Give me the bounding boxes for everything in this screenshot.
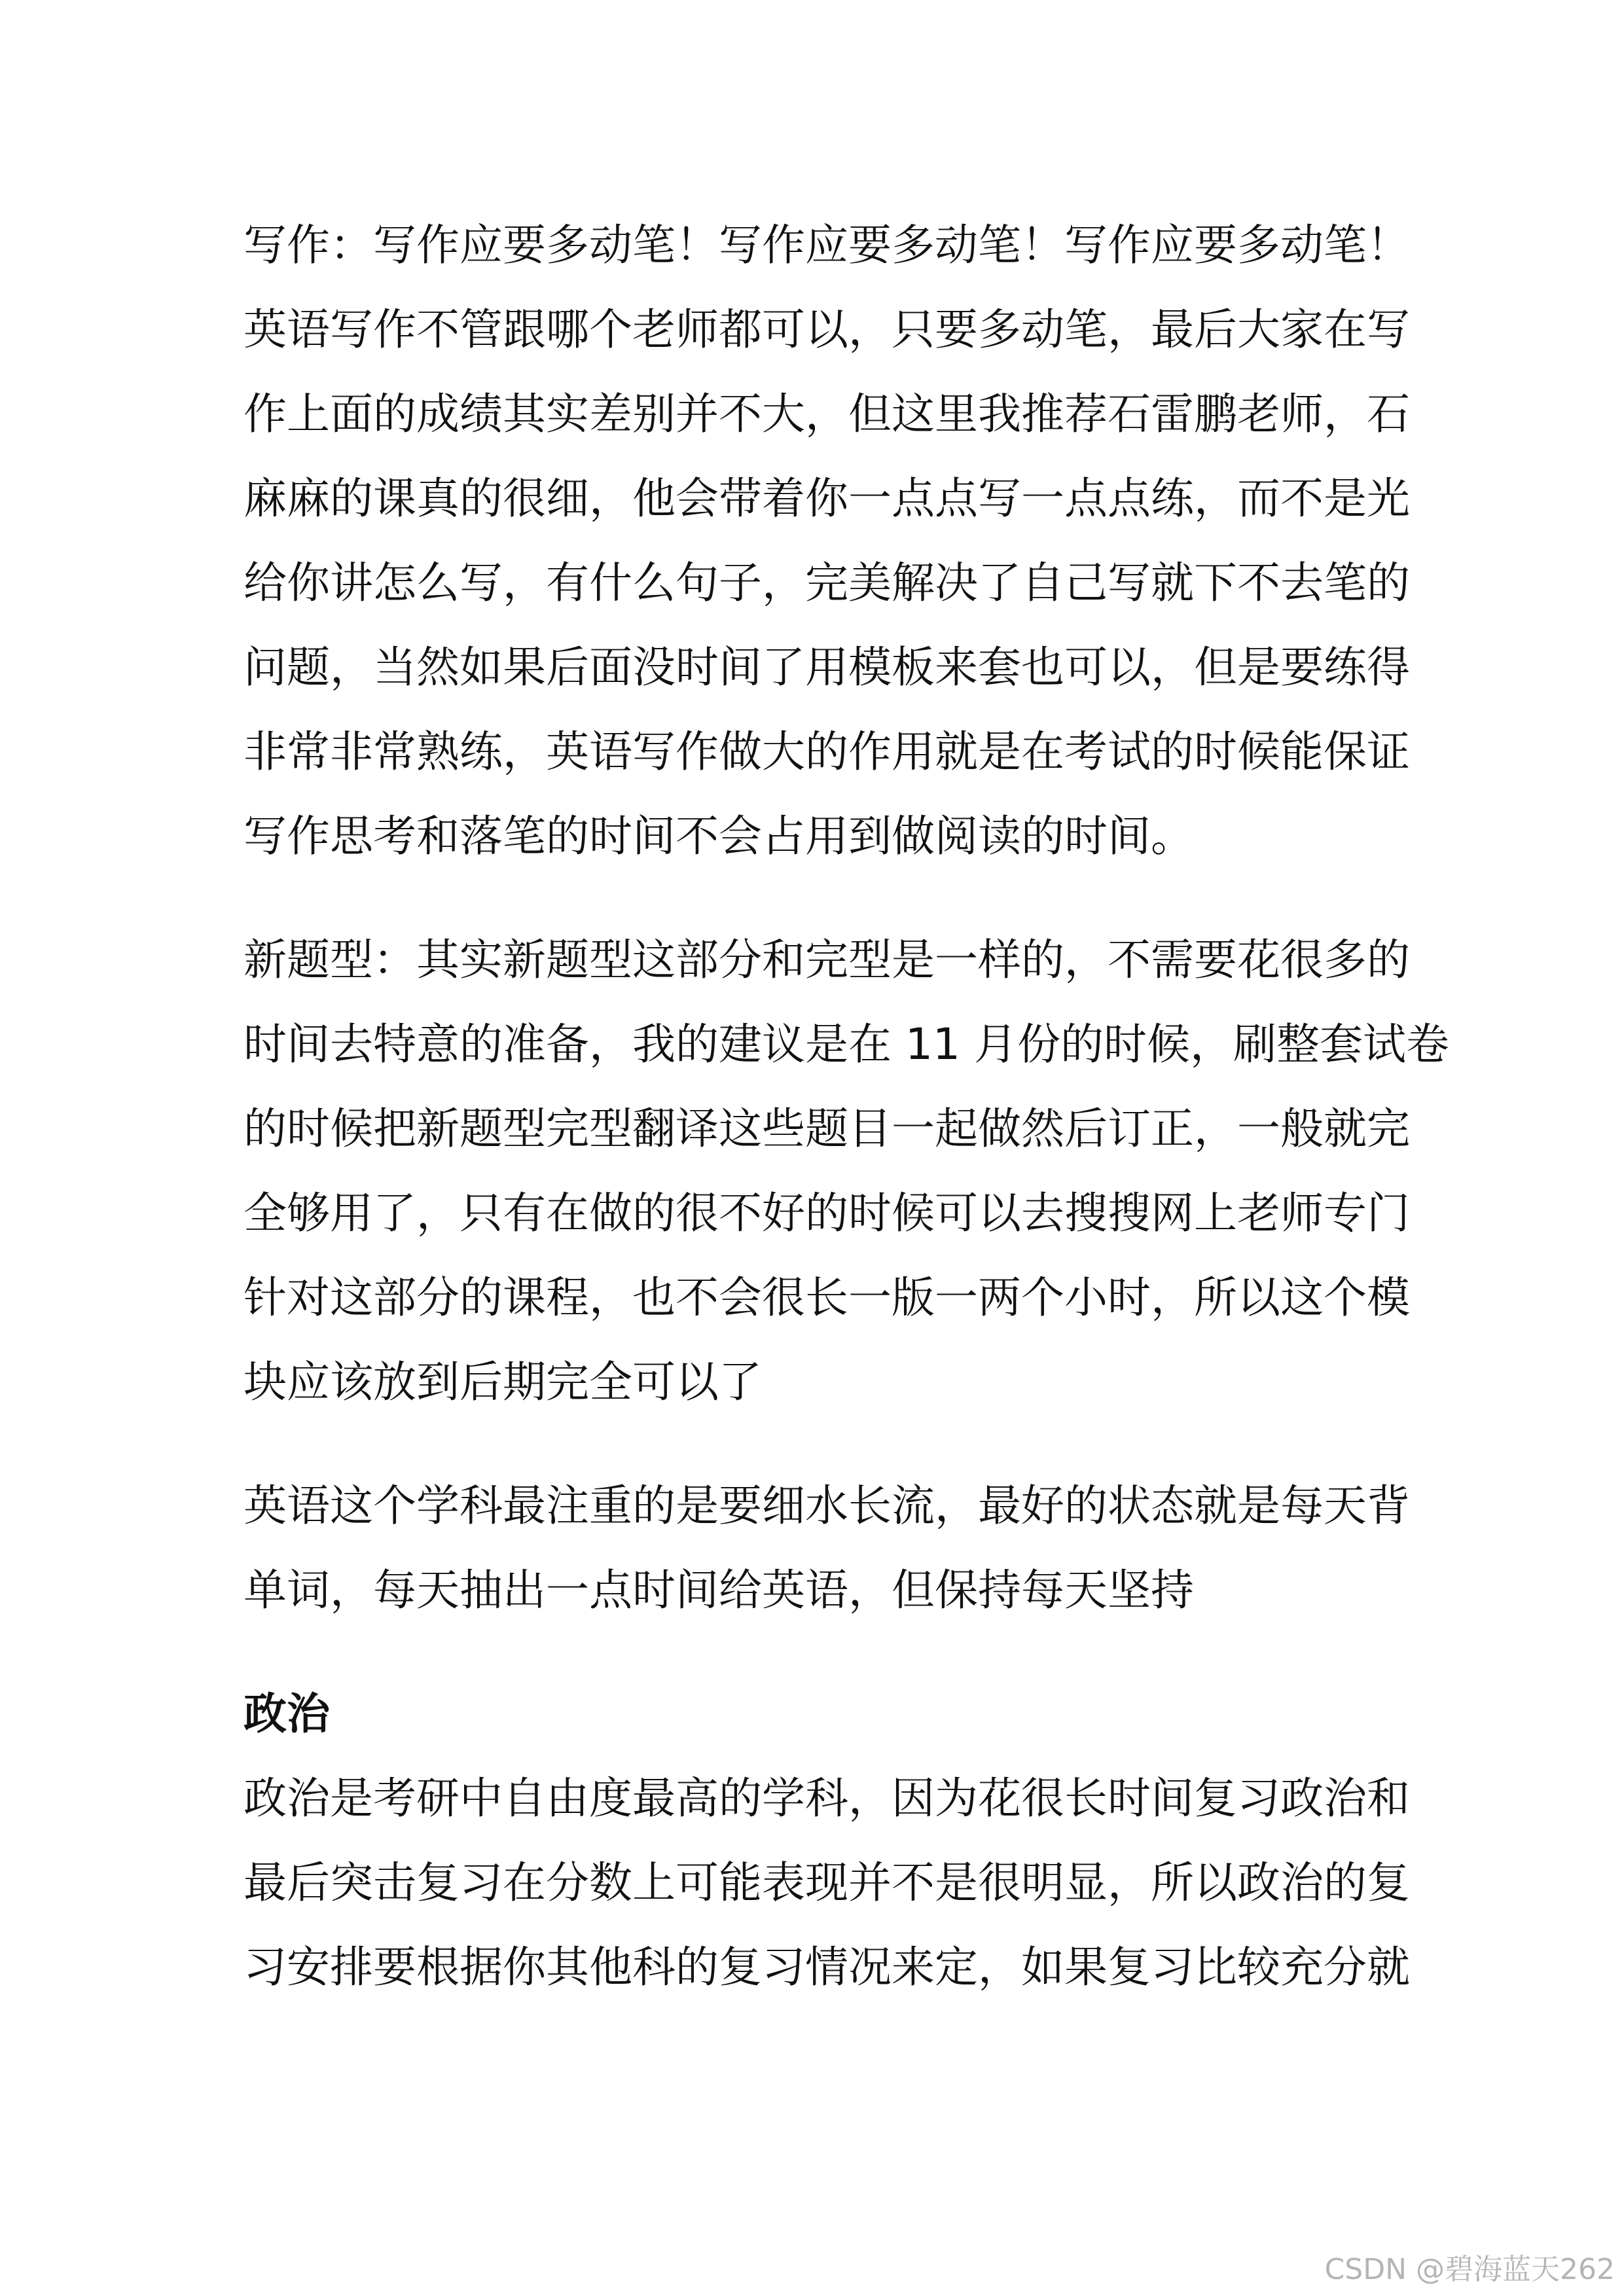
paragraph-line: 政治是考研中自由度最高的学科，因为花很长时间复习政治和 <box>244 1773 1410 1823</box>
paragraph-line: 英语这个学科最注重的是要细水长流，最好的状态就是每天背 <box>244 1480 1410 1531</box>
paragraph-line: 写作思考和落笔的时间不会占用到做阅读的时间。 <box>244 811 1194 861</box>
paragraph-line: 非常非常熟练，英语写作做大的作用就是在考试的时候能保证 <box>244 726 1410 777</box>
english-summary-paragraph <box>244 1463 1410 1632</box>
paragraph-line: 块应该放到后期完全可以了 <box>244 1357 762 1407</box>
writing-paragraph <box>244 203 1410 878</box>
paragraph-line: 给你讲怎么写，有什么句子，完美解决了自己写就下不去笔的 <box>244 558 1410 608</box>
paragraph-line: 时间去特意的准备，我的建议是在 11 月份的时候，刷整套试卷 <box>244 1019 1449 1069</box>
paragraph-line: 单词，每天抽出一点时间给英语，但保持每天坚持 <box>244 1565 1194 1615</box>
paragraph-line: 作上面的成绩其实差别并不大，但这里我推荐石雷鹏老师，石 <box>244 389 1410 439</box>
paragraph-line: 针对这部分的课程，也不会很长一版一两个小时，所以这个模 <box>244 1272 1410 1323</box>
paragraph-line: 的时候把新题型完型翻译这些题目一起做然后订正，一般就完 <box>244 1103 1410 1154</box>
paragraph-line: 问题，当然如果后面没时间了用模板来套也可以，但是要练得 <box>244 642 1410 692</box>
paragraph-line: 全够用了，只有在做的很不好的时候可以去搜搜网上老师专门 <box>244 1188 1410 1238</box>
paragraph-line: 最后突击复习在分数上可能表现并不是很明显，所以政治的复 <box>244 1857 1410 1908</box>
paragraph-line: 麻麻的课真的很细，他会带着你一点点写一点点练，而不是光 <box>244 473 1410 524</box>
document-body <box>244 203 1449 2049</box>
paragraph-line: 英语写作不管跟哪个老师都可以，只要多动笔，最后大家在写 <box>244 304 1410 355</box>
paragraph-line: 习安排要根据你其他科的复习情况来定，如果复习比较充分就 <box>244 1942 1410 1992</box>
paragraph-line: 新题型：其实新题型这部分和完型是一样的，不需要花很多的 <box>244 935 1410 985</box>
politics-paragraph <box>244 1756 1410 2009</box>
csdn-watermark: CSDN @碧海蓝天262 <box>1324 2253 1615 2286</box>
politics-heading: 政治 <box>244 1689 330 1739</box>
paragraph-line: 写作：写作应要多动笔！写作应要多动笔！写作应要多动笔！ <box>244 220 1410 270</box>
new-question-paragraph <box>244 918 1449 1424</box>
